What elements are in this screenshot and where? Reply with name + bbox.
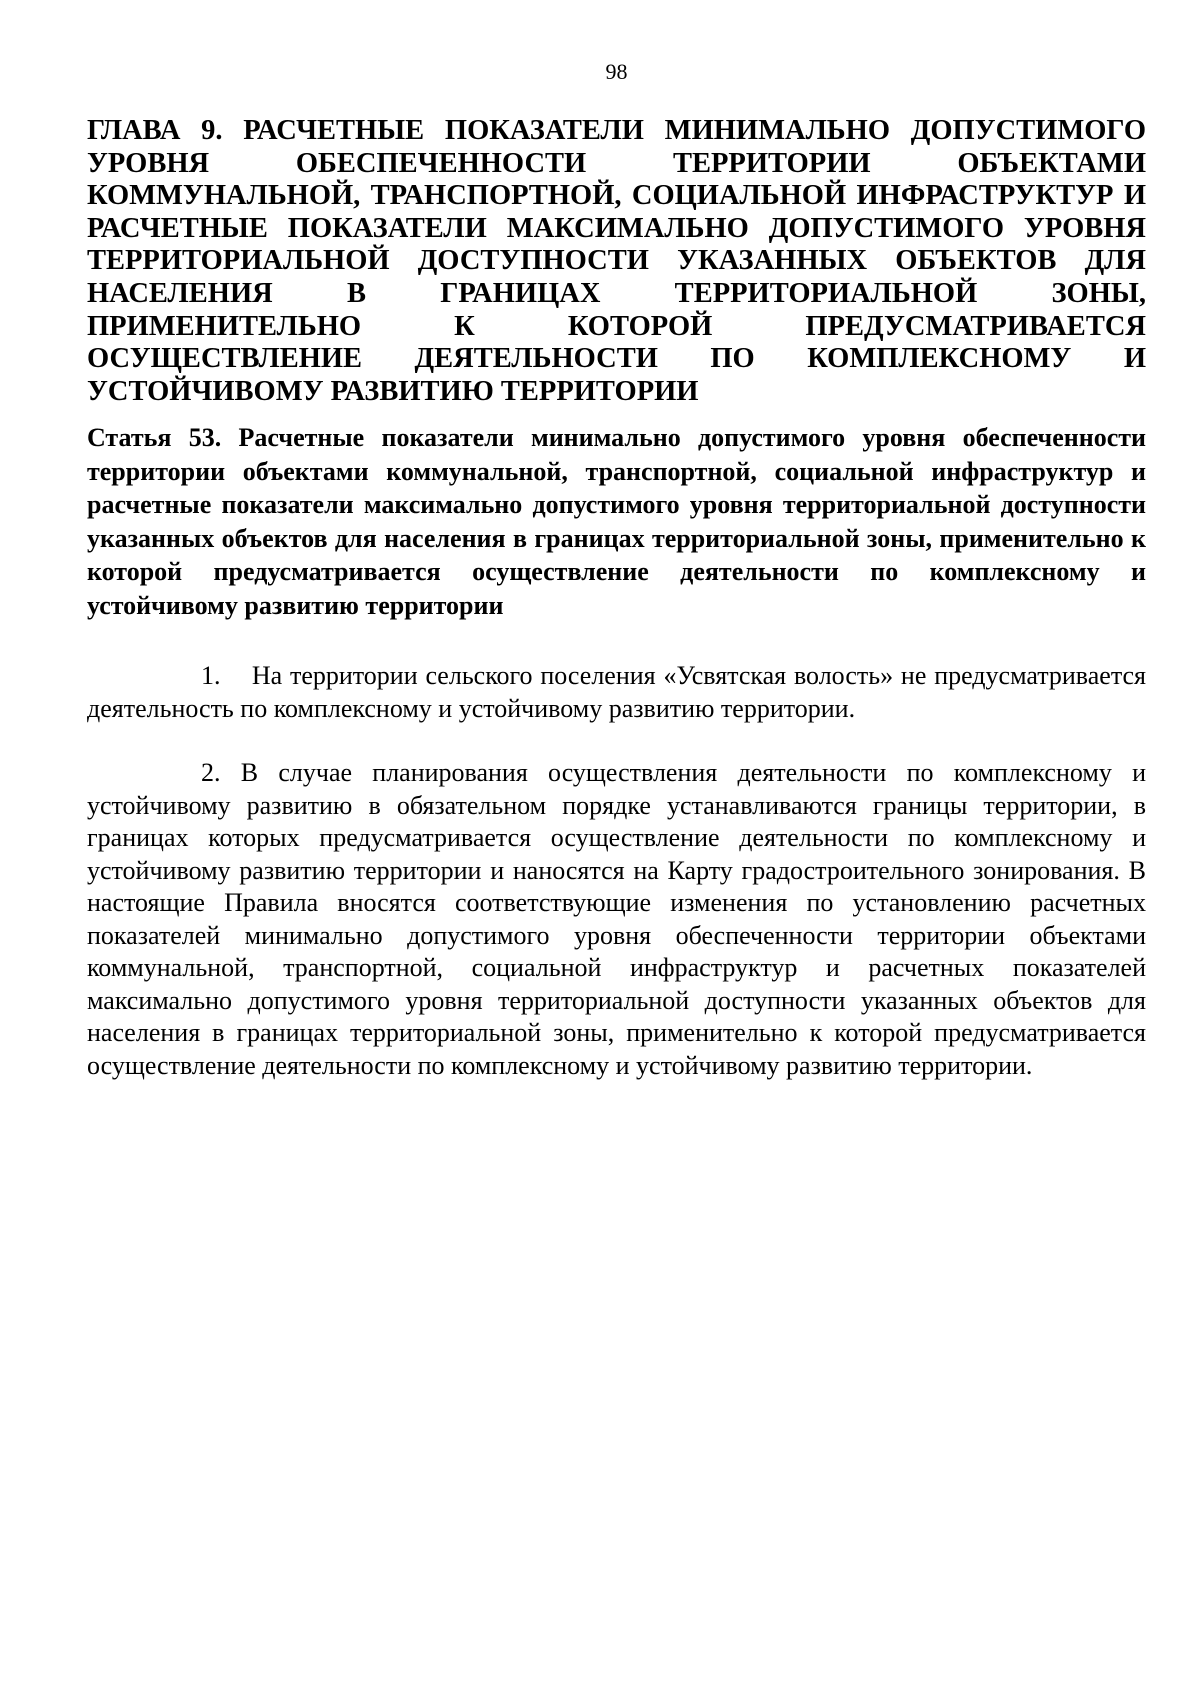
paragraph-text: В случае планирования осуществления деятельности по комплексному и устойчивому развитию в обязательном порядке устанавливаются границы территории, в границах которых предусматривается осуществление деятельности по комплексному и устойчивому развитию территории и наносятся на Карту градостроительного зонирования. В настоящие Правила вносятся соответствующие изменения по установлению расчетных показателей минимально допустимого уровня обеспеченности территории объектами коммунальной, транспортной, социальной инфраструктур и расчетных показателей максимально допустимого уровня территориальной доступности указанных объектов для населения в границах территориальной зоны, применительно к которой предусматривается осуществление деятельности по комплексному и устойчивому развитию территории. bbox=[87, 758, 1147, 1080]
paragraph-1 bbox=[87, 660, 1146, 725]
paragraph-number: 1. bbox=[201, 661, 221, 690]
paragraph-number: 2. bbox=[201, 758, 221, 787]
article-title: Статья 53. Расчетные показатели минимально допустимого уровня обеспеченности территории объектами коммунальной, транспортной, социальной инфраструктур и расчетные показатели максимально допустимого уровня территориальной доступности указанных объектов для населения в границах территориальной зоны, применительно к которой предусматривается осуществление деятельности по комплексному и устойчивому развитию территории bbox=[87, 423, 1146, 620]
page-number: 98 bbox=[605, 59, 628, 84]
chapter-title: ГЛАВА 9. РАСЧЕТНЫЕ ПОКАЗАТЕЛИ МИНИМАЛЬНО ДОПУСТИМОГО УРОВНЯ ОБЕСПЕЧЕННОСТИ ТЕРРИТОРИИ ОБЪЕКТАМИ КОММУНАЛЬНОЙ, ТРАНСПОРТНОЙ, СОЦИАЛЬНОЙ ИНФРАСТРУКТУР И РАСЧЕТНЫЕ ПОКАЗАТЕЛИ МАКСИМАЛЬНО ДОПУСТИМОГО УРОВНЯ ТЕРРИТОРИАЛЬНОЙ ДОСТУПНОСТИ УКАЗАННЫХ ОБЪЕКТОВ ДЛЯ НАСЕЛЕНИЯ В ГРАНИЦАХ ТЕРРИТОРИАЛЬНОЙ ЗОНЫ, ПРИМЕНИТЕЛЬНО К КОТОРОЙ ПРЕДУСМАТРИВАЕТСЯ ОСУЩЕСТВЛЕНИЕ ДЕЯТЕЛЬНОСТИ ПО КОМПЛЕКСНОМУ И УСТОЙЧИВОМУ РАЗВИТИЮ ТЕРРИТОРИИ bbox=[87, 115, 1146, 407]
paragraph-2 bbox=[87, 757, 1146, 1082]
paragraph-text: На территории сельского поселения «Усвятская волость» не предусматривается деятельность по комплексному и устойчивому развитию территории. bbox=[87, 661, 1147, 723]
